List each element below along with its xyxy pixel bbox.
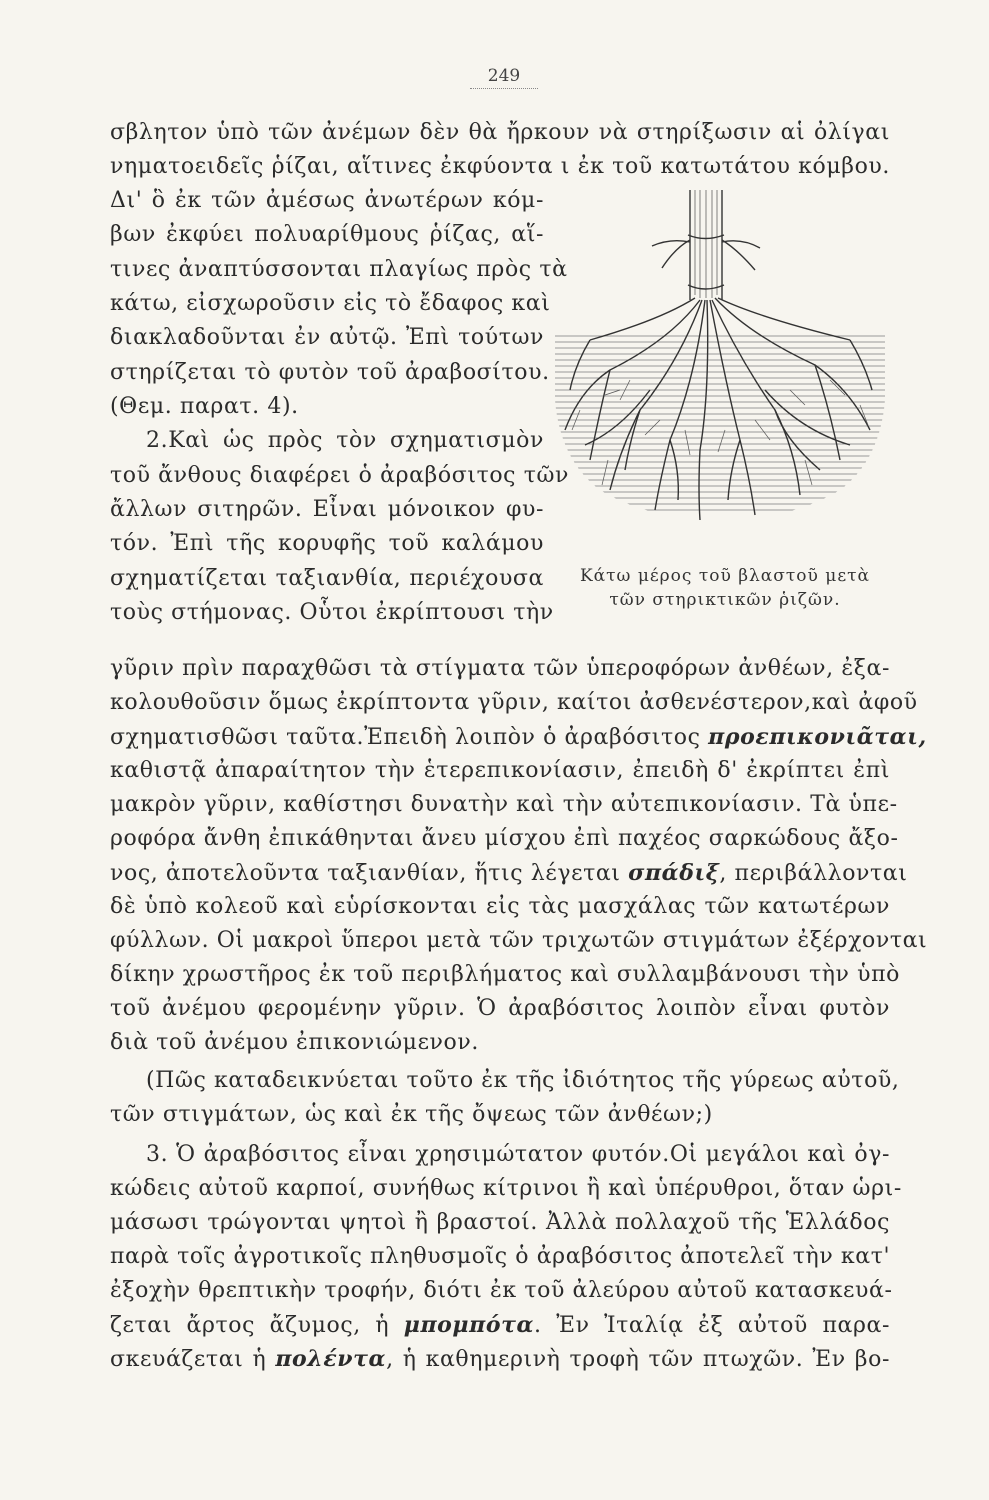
text-span: , ἡ καθημερινὴ τροφὴ τῶν πτωχῶν. Ἐν βο- <box>386 1347 890 1372</box>
text-span: . Ἐν Ἰταλίᾳ ἐξ αὐτοῦ παρα- <box>534 1313 890 1338</box>
text-line: διακλαδοῦνται ἐν αὐτῷ. Ἐπὶ τούτων <box>110 325 544 350</box>
page-number: 249 <box>470 66 538 89</box>
text-line: καθιστᾷ ἀπαραίτητον τὴν ἑτερεπικονίασιν, ἐπειδὴ δ' ἐκρίπτει ἐπὶ <box>110 758 890 783</box>
text-line: δὲ ὑπὸ κολεοῦ καὶ εὑρίσκονται εἰς τὰς μασχάλας τῶν κατωτέρων <box>110 894 890 919</box>
emphasis-term: πολέντα <box>275 1346 387 1372</box>
text-span: Ἐπειδὴ λοιπὸν ὁ ἀραβόσιτος <box>364 725 709 750</box>
text-line: σβλητον ὑπὸ τῶν ἀνέμων δὲν θὰ ἤρκουν νὰ στηρίξωσιν αἱ ὀλίγαι <box>110 120 890 145</box>
text-line: κώδεις αὐτοῦ καρποί, συνήθως κίτρινοι ἢ καὶ ὑπέρυθροι, ὅταν ὡρι- <box>110 1176 902 1201</box>
caption-line: τῶν στηρικτικῶν ῥιζῶν. <box>609 590 841 610</box>
text-span: σκευάζεται ἡ <box>110 1347 276 1372</box>
text-line: μακρὸν γῦριν, καθίστησι δυνατὴν καὶ τὴν αὐτεπικονίασιν. Τὰ ὑπε- <box>110 792 898 817</box>
caption-line: Κάτω μέρος τοῦ βλαστοῦ μετὰ <box>579 566 871 586</box>
text-line: τοῦ ἄνθους διαφέρει ὁ ἀραβόσιτος τῶν <box>110 463 569 488</box>
text-line: στηρίζεται τὸ φυτὸν τοῦ ἀραβοσίτου. <box>110 360 550 385</box>
root-illustration <box>550 190 890 570</box>
text-line: νηματοειδεῖς ῥίζαι, αἵτινες ἐκφύοντα ι ἐκ τοῦ κατωτάτου κόμβου. <box>110 154 890 179</box>
text-span: ζεται ἄρτος ἄζυμος, ἡ <box>110 1313 404 1338</box>
emphasis-term: σπάδιξ <box>628 860 720 886</box>
text-line <box>110 859 908 888</box>
text-line: Δι' ὃ ἐκ τῶν ἀμέσως ἀνωτέρων κόμ- <box>110 188 544 213</box>
text-line: τινες ἀναπτύσσονται πλαγίως πρὸς τὰ <box>110 257 568 282</box>
text-line: τόν. Ἐπὶ τῆς κορυφῆς τοῦ καλάμου <box>110 531 544 556</box>
text-line <box>110 1345 890 1374</box>
figure-caption <box>555 564 895 612</box>
text-line: κολουθοῦσιν ὅμως ἐκρίπτοντα γῦριν, καίτοι ἀσθενέστερον,καὶ ἀφοῦ <box>110 690 918 715</box>
text-line: σχηματίζεται ταξιανθία, περιέχουσα <box>110 566 544 591</box>
emphasis-term: μπομπότα <box>403 1312 535 1338</box>
text-line <box>110 723 927 752</box>
text-line: μάσωσι τρώγονται ψητοὶ ἢ βραστοί. Ἀλλὰ πολλαχοῦ τῆς Ἑλλάδος <box>110 1210 890 1235</box>
text-line: (Θεμ. παρατ. 4). <box>110 394 299 419</box>
text-line: τοῦ ἀνέμου φερομένην γῦριν. Ὁ ἀραβόσιτος λοιπὸν εἶναι φυτὸν <box>110 996 890 1021</box>
text-line <box>110 1311 890 1340</box>
text-line: 3. Ὁ ἀραβόσιτος εἶναι χρησιμώτατον φυτόν.Οἱ μεγάλοι καὶ ὀγ- <box>146 1142 890 1167</box>
text-line: βων ἐκφύει πολυαρίθμους ῥίζας, αἵ- <box>110 222 544 247</box>
text-line: παρὰ τοῖς ἀγροτικοῖς πληθυσμοῖς ὁ ἀραβόσιτος ἀποτελεῖ τὴν κατ' <box>110 1244 891 1269</box>
text-line: φύλλων. Οἱ μακροὶ ὕπεροι μετὰ τῶν τριχωτῶν στιγμάτων ἐξέρχονται <box>110 928 928 953</box>
text-line: ἄλλων σιτηρῶν. Εἶναι μόνοικον φυ- <box>110 497 544 522</box>
text-line: διὰ τοῦ ἀνέμου ἐπικονιώμενον. <box>110 1030 479 1055</box>
text-line: τοὺς στήμονας. Οὗτοι ἐκρίπτουσι τὴν <box>110 600 554 625</box>
text-span: , περιβάλλονται <box>719 861 908 886</box>
text-span: νος, ἀποτελοῦντα ταξιανθίαν, ἥτις λέγεται <box>110 861 629 886</box>
emphasis-term: προεπικονιᾶται, <box>708 724 927 750</box>
text-line: ἐξοχὴν θρεπτικὴν τροφήν, διότι ἐκ τοῦ ἀλεύρου αὐτοῦ κατασκευά- <box>110 1278 893 1303</box>
text-span: σχηματισθῶσι ταῦτα. <box>110 725 365 750</box>
text-line: τῶν στιγμάτων, ὡς καὶ ἐκ τῆς ὄψεως τῶν ἀνθέων;) <box>110 1102 713 1127</box>
text-line: 2.Καὶ ὡς πρὸς τὸν σχηματισμὸν <box>146 428 544 453</box>
text-line: κάτω, εἰσχωροῦσιν εἰς τὸ ἔδαφος καὶ <box>110 291 551 316</box>
text-line: (Πῶς καταδεικνύεται τοῦτο ἐκ τῆς ἰδιότητος τῆς γύρεως αὐτοῦ, <box>146 1068 900 1093</box>
text-line: γῦριν πρὶν παραχθῶσι τὰ στίγματα τῶν ὑπεροφόρων ἀνθέων, ἐξα- <box>110 656 890 681</box>
text-line: δίκην χρωστῆρος ἐκ τοῦ περιβλήματος καὶ συλλαμβάνουσι τὴν ὑπὸ <box>110 962 900 987</box>
text-line: ροφόρα ἄνθη ἐπικάθηνται ἄνευ μίσχου ἐπὶ παχέος σαρκώδους ἄξο- <box>110 826 899 851</box>
